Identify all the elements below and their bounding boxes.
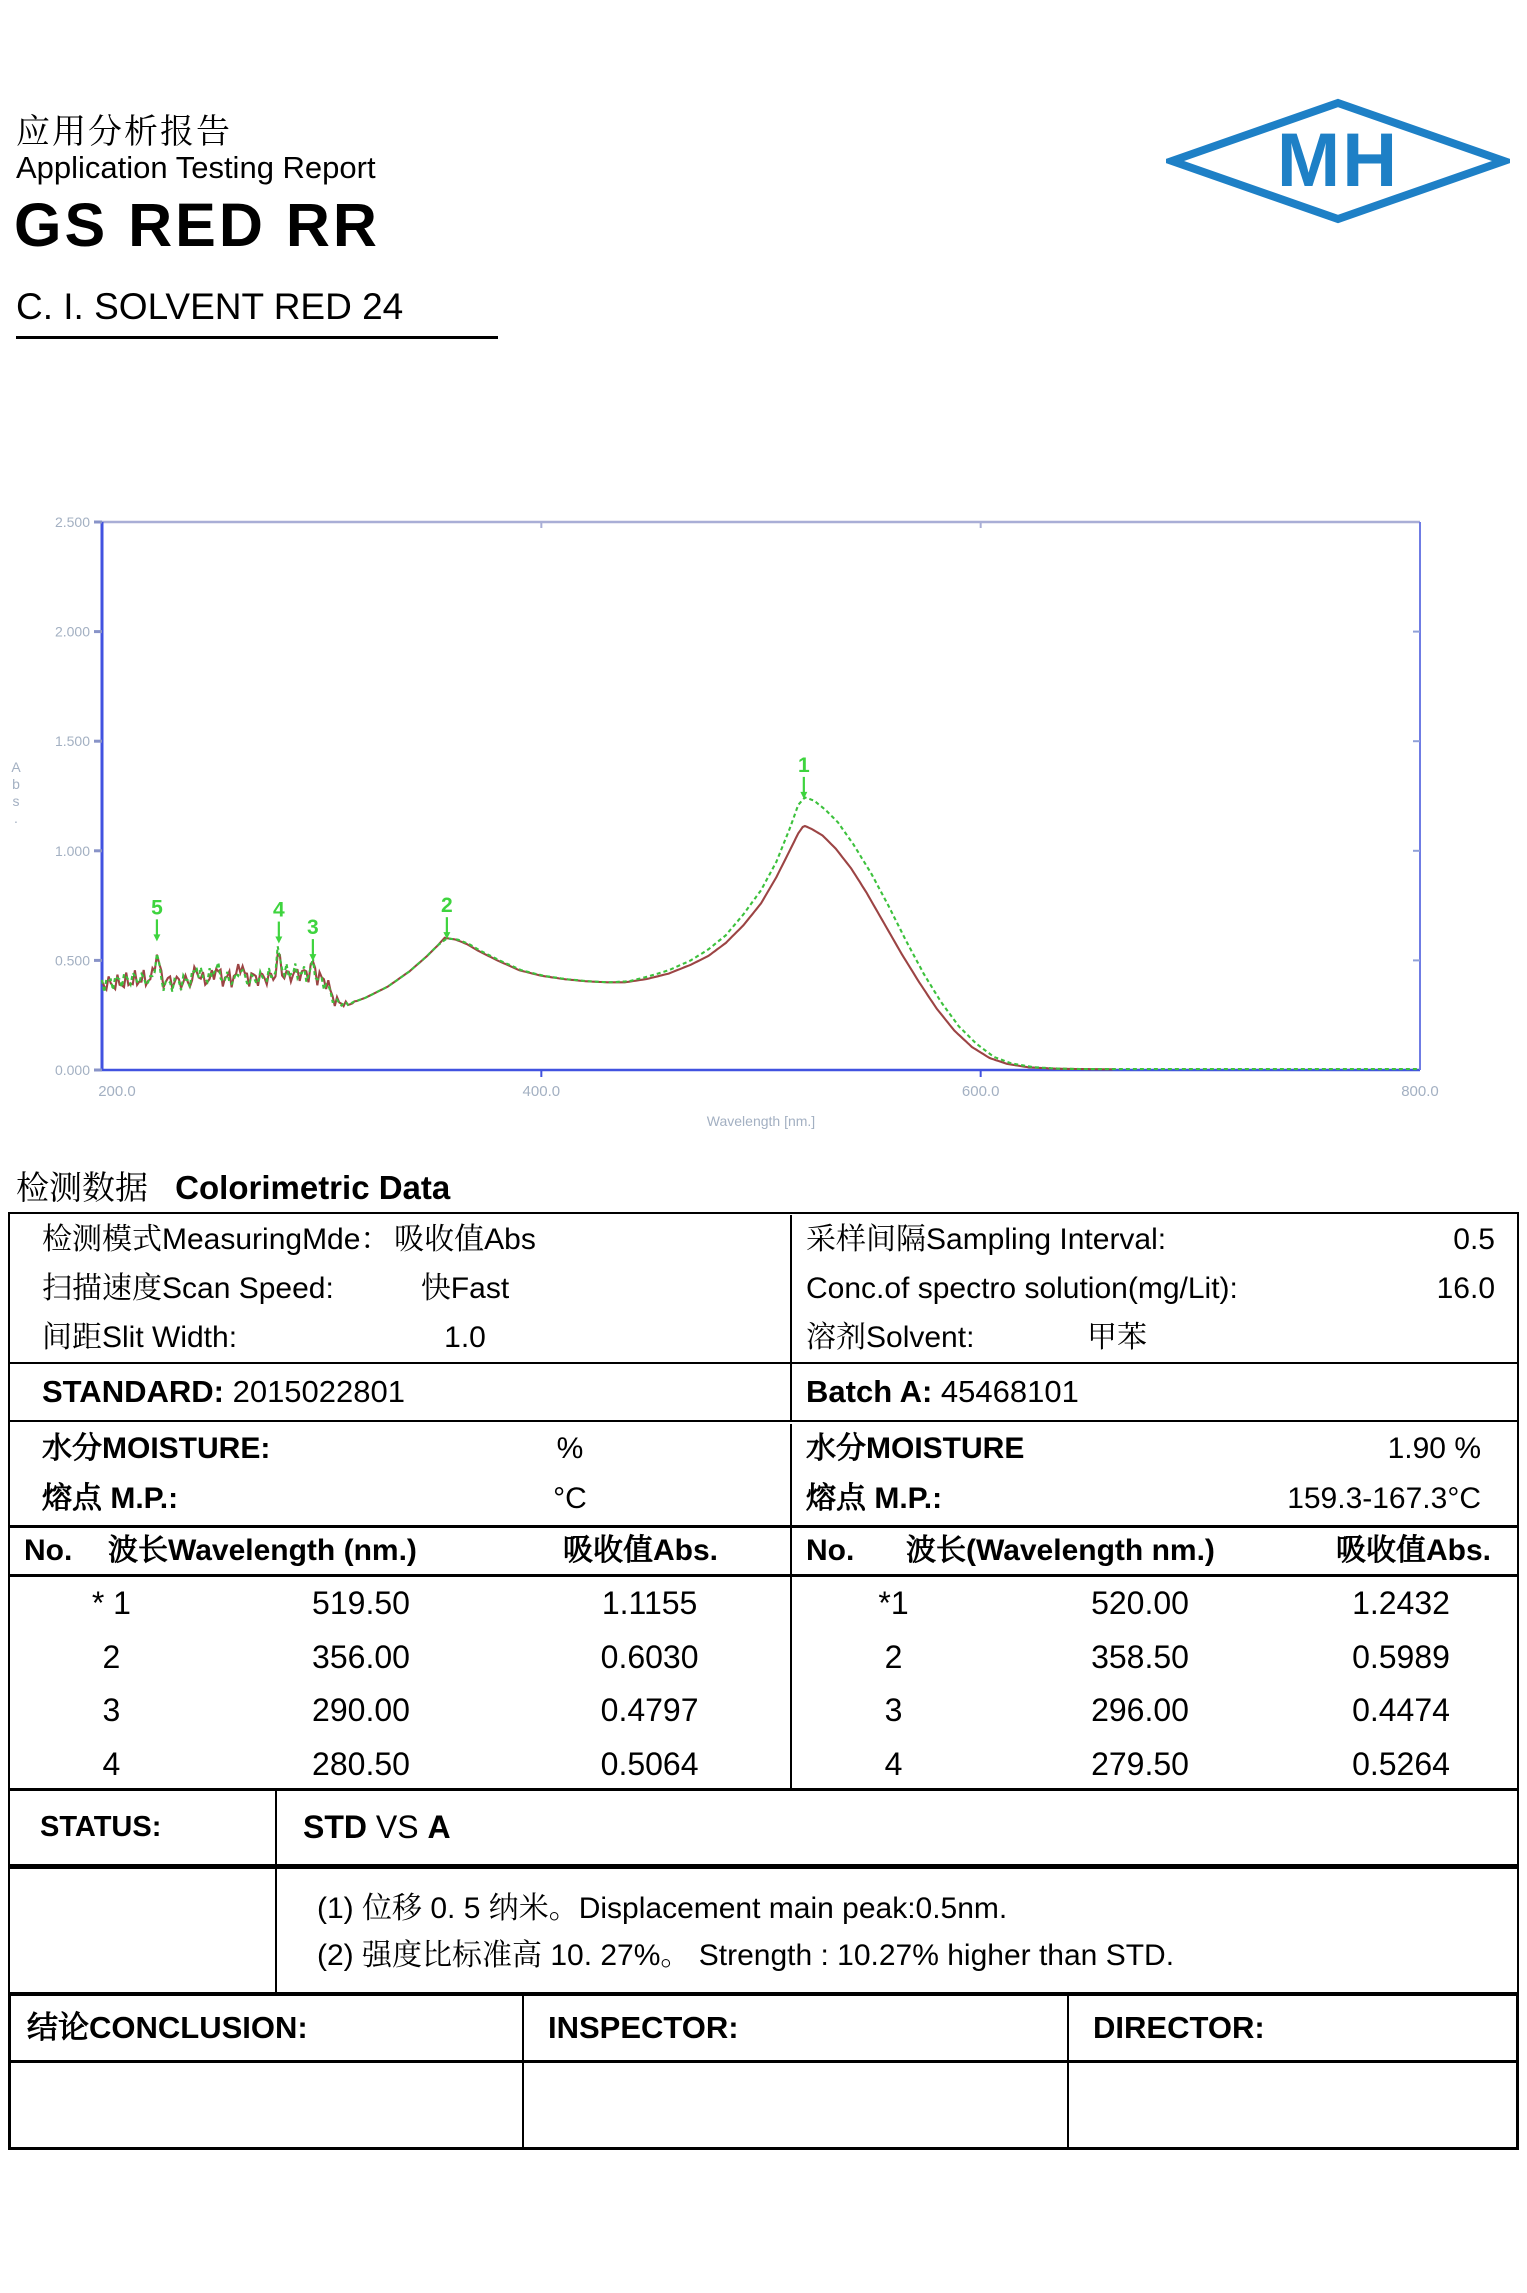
physical-label: 水分MOISTURE (806, 1432, 1025, 1465)
peak-wavelength: 280.50 (312, 1745, 410, 1782)
standard-value: 2015022801 (223, 1374, 405, 1409)
col-no: No. (806, 1534, 855, 1567)
status-row (10, 1788, 1517, 1864)
physical-data-row (10, 1420, 1517, 1525)
note-strength: (2) 强度比标准高 10. 27%。 Strength : 10.27% higher than STD. (317, 1939, 1175, 1972)
chart-axis-ticks (11, 514, 1438, 1129)
mh-company-logo (1166, 98, 1510, 224)
colorimetric-data-table (8, 1212, 1519, 1996)
report-title-cn: 应用分析报告 (16, 113, 232, 151)
peak-wavelength: 519.50 (312, 1585, 410, 1622)
svg-text:2.500: 2.500 (54, 514, 90, 530)
table-row (792, 1738, 1517, 1792)
batch-label: Batch A: (806, 1374, 933, 1409)
signoff-empty-row (11, 2063, 1516, 2147)
peaks-header-row (10, 1525, 1517, 1574)
svg-text:600.0: 600.0 (961, 1083, 1000, 1100)
peak-no: 4 (884, 1745, 903, 1782)
section-heading-cn: 检测数据 (16, 1169, 148, 1206)
svg-text:0.000: 0.000 (54, 1062, 90, 1078)
peaks-data-left (10, 1577, 792, 1788)
physical-label: 熔点 M.P.: (806, 1482, 943, 1515)
peak-no: * 1 (91, 1585, 131, 1622)
report-title-en: Application Testing Report (16, 150, 376, 185)
director-field (1069, 2063, 1516, 2147)
col-no: No. (24, 1534, 73, 1567)
table-row (792, 1684, 1517, 1738)
peak-no: 2 (884, 1638, 903, 1675)
inspector-field (524, 2063, 1069, 2147)
svg-text:b: b (12, 776, 20, 792)
svg-text:1.000: 1.000 (54, 842, 90, 859)
status-label-cell (10, 1791, 277, 1864)
param-line (792, 1313, 1517, 1362)
table-row (10, 1684, 790, 1738)
svg-text:A: A (11, 759, 21, 775)
param-label: 扫描速度Scan Speed: (42, 1272, 334, 1305)
physical-line (792, 1424, 1517, 1474)
chart-series-curves (102, 798, 1420, 1070)
batch-id-cell (792, 1364, 1517, 1420)
peak-abs: 1.2432 (1352, 1585, 1450, 1622)
param-value: 16.0 (1436, 1272, 1495, 1305)
table-row (10, 1631, 790, 1685)
param-value: 0.5 (1453, 1223, 1495, 1256)
table-row (10, 1577, 790, 1631)
physical-right-cell (792, 1424, 1517, 1525)
peak-no: 3 (102, 1692, 121, 1729)
signoff-table (8, 1992, 1519, 2150)
notes-row (10, 1864, 1517, 1992)
chart-frame (102, 522, 1420, 1070)
peaks-header-right (792, 1528, 1517, 1574)
svg-text:800.0: 800.0 (1401, 1083, 1439, 1100)
peak-abs: 0.6030 (600, 1638, 699, 1675)
physical-value: °C (553, 1482, 587, 1515)
physical-label: 熔点 M.P.: (42, 1482, 179, 1515)
svg-text:4: 4 (272, 898, 285, 922)
physical-value: 1.90 % (1387, 1432, 1481, 1465)
batch-value: 45468101 (932, 1374, 1079, 1409)
param-value: 甲苯 (1087, 1321, 1147, 1354)
peak-abs: 1.1155 (601, 1585, 698, 1622)
peaks-data-row (10, 1574, 1517, 1788)
status-sample: A (427, 1809, 451, 1845)
logo-text: MH (1276, 118, 1400, 203)
product-name: GS RED RR (14, 191, 380, 259)
status-std: STD (303, 1809, 367, 1845)
peak-wavelength: 356.00 (312, 1638, 410, 1675)
peak-abs: 0.5264 (1352, 1745, 1450, 1782)
physical-line (10, 1474, 790, 1524)
peak-wavelength: 290.00 (312, 1692, 410, 1729)
physical-label: 水分MOISTURE: (42, 1432, 271, 1465)
param-line (792, 1215, 1517, 1264)
signoff-header-row (11, 1995, 1516, 2063)
peaks-header-left (10, 1528, 792, 1574)
inspector-label: INSPECTOR: (524, 1995, 1069, 2060)
absorbance-spectrum-chart (0, 500, 1527, 1160)
svg-text:1.500: 1.500 (54, 733, 90, 750)
param-line (792, 1264, 1517, 1313)
param-line (10, 1264, 790, 1313)
physical-line (10, 1424, 790, 1474)
col-abs: 吸收值Abs. (1336, 1534, 1492, 1567)
param-line (10, 1215, 790, 1264)
col-wavelength: 波长(Wavelength nm.) (906, 1534, 1215, 1567)
physical-value: 159.3-167.3°C (1287, 1482, 1481, 1515)
physical-line (792, 1474, 1517, 1524)
standard-label: STANDARD: (42, 1374, 224, 1409)
param-label: 采样间隔Sampling Interval: (806, 1223, 1167, 1256)
conclusion-label: 结论CONCLUSION: (11, 1995, 524, 2060)
params-left-cell (10, 1215, 792, 1362)
svg-text:2.000: 2.000 (54, 623, 90, 640)
params-row (10, 1214, 1517, 1362)
peak-abs: 0.5989 (1352, 1638, 1450, 1675)
svg-text:0.500: 0.500 (54, 952, 90, 969)
status-vs: VS (367, 1809, 428, 1845)
peak-wavelength: 520.00 (1091, 1585, 1189, 1622)
status-value-cell (277, 1791, 1517, 1864)
table-row (792, 1577, 1517, 1631)
director-label: DIRECTOR: (1093, 2010, 1265, 2045)
param-label: 间距Slit Width: (42, 1321, 238, 1354)
peak-wavelength: 296.00 (1091, 1692, 1189, 1729)
param-line (10, 1313, 790, 1362)
svg-text:400.0: 400.0 (522, 1083, 561, 1100)
peaks-data-right (792, 1577, 1517, 1788)
conclusion-field (11, 2063, 524, 2147)
param-label: Conc.of spectro solution(mg/Lit): (806, 1272, 1238, 1305)
peak-abs: 0.4474 (1352, 1692, 1450, 1729)
status-label: STATUS: (40, 1811, 162, 1843)
peak-wavelength: 358.50 (1091, 1638, 1189, 1675)
notes-empty-cell (10, 1869, 277, 1992)
peak-abs: 0.4797 (600, 1692, 699, 1729)
table-row (792, 1631, 1517, 1685)
param-value: 吸收值Abs (394, 1223, 536, 1256)
svg-text:.: . (14, 810, 18, 826)
svg-text:Wavelength [nm.]: Wavelength [nm.] (706, 1113, 816, 1129)
notes-cell (277, 1869, 1517, 1992)
colour-index-name: C. I. SOLVENT RED 24 (16, 286, 498, 339)
table-row (10, 1738, 790, 1792)
svg-text:3: 3 (307, 916, 319, 940)
svg-text:s: s (12, 793, 20, 809)
svg-text:5: 5 (151, 896, 163, 920)
col-wavelength: 波长Wavelength (nm.) (108, 1534, 417, 1567)
physical-left-cell (10, 1424, 792, 1525)
svg-text:1: 1 (797, 753, 810, 777)
svg-text:2: 2 (441, 894, 453, 918)
param-value: 快Fast (420, 1272, 510, 1305)
section-heading (16, 1162, 450, 1209)
peak-abs: 0.5064 (600, 1745, 699, 1782)
params-right-cell (792, 1215, 1517, 1362)
col-abs: 吸收值Abs. (563, 1534, 719, 1567)
peak-no: 4 (102, 1745, 121, 1782)
standard-id-cell (10, 1364, 792, 1420)
param-label: 溶剂Solvent: (806, 1321, 975, 1354)
svg-text:200.0: 200.0 (98, 1083, 136, 1100)
peak-no: *1 (878, 1585, 909, 1622)
peak-no: 2 (102, 1638, 121, 1675)
sample-id-row (10, 1362, 1517, 1420)
note-displacement: (1) 位移 0. 5 纳米。Displacement main peak:0.5nm. (317, 1892, 1008, 1925)
physical-value: % (556, 1432, 584, 1465)
param-value: 1.0 (444, 1321, 486, 1354)
peak-no: 3 (884, 1692, 903, 1729)
peak-wavelength: 279.50 (1091, 1745, 1189, 1782)
param-label: 检测模式MeasuringMde： (42, 1223, 391, 1256)
section-heading-en: Colorimetric Data (175, 1169, 451, 1206)
chart-peak-annotations (151, 754, 810, 961)
